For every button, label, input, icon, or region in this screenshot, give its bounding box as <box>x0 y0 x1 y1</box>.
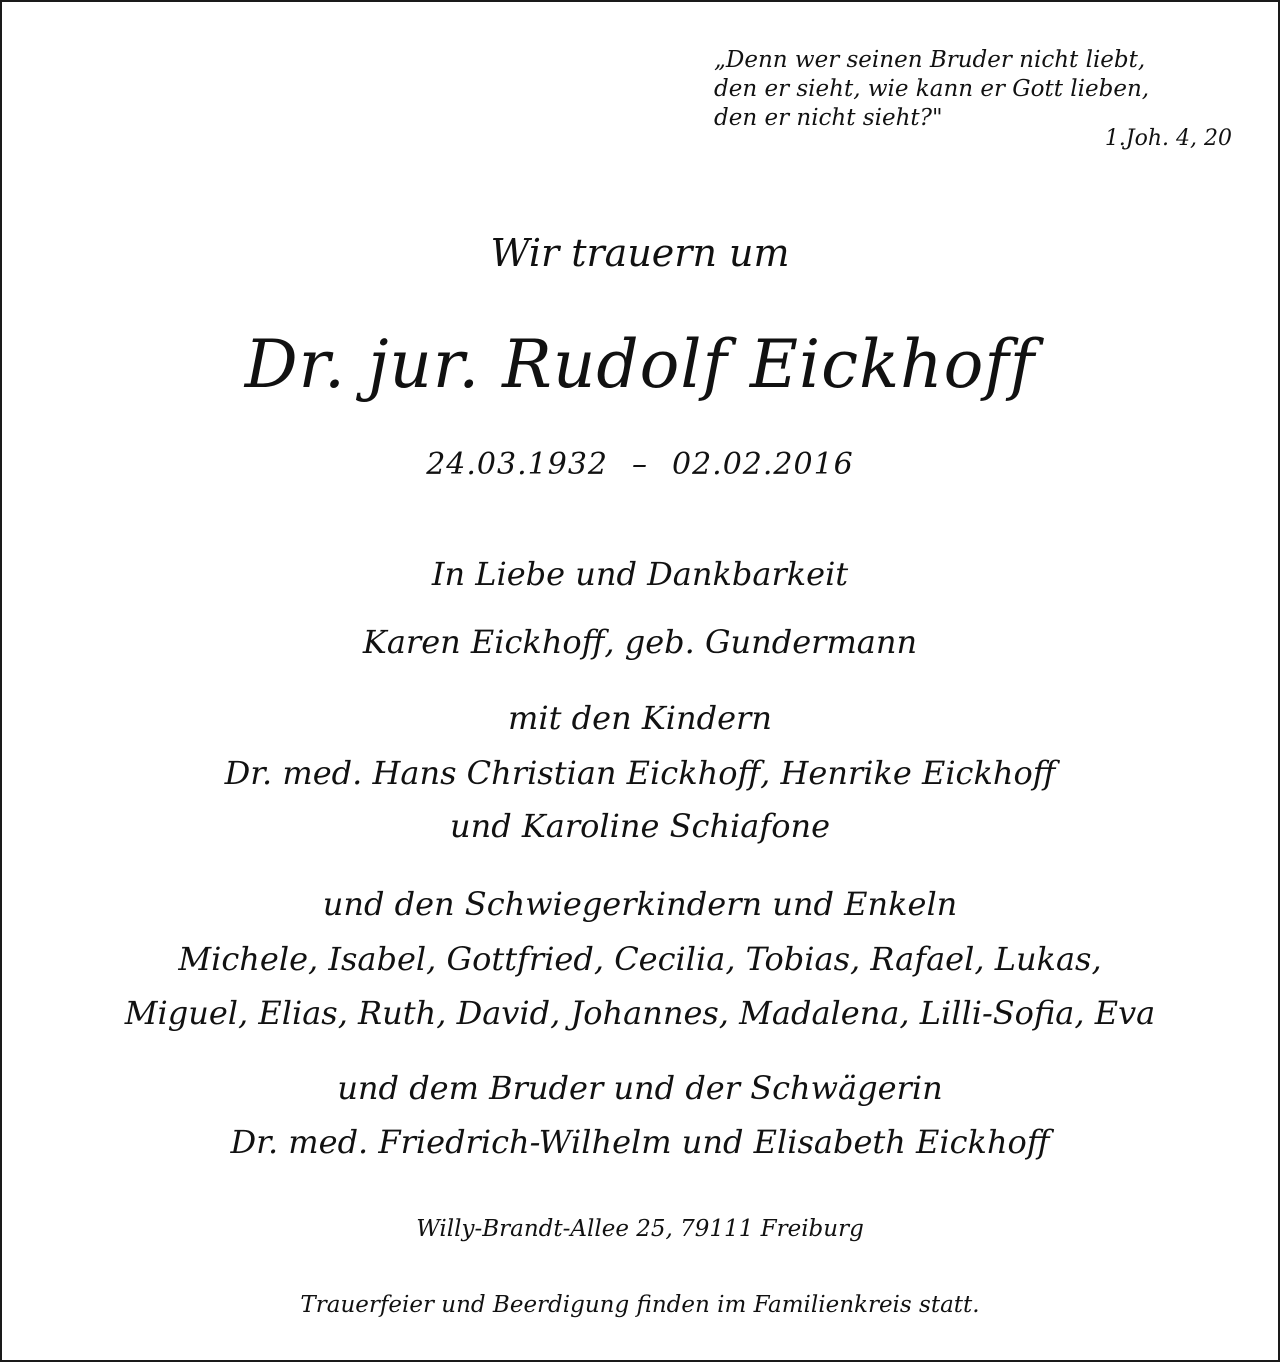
grandchildren-line: Miguel, Elias, Ruth, David, Johannes, Madalena, Lilli-Sofia, Eva <box>124 994 1156 1032</box>
quote-line: den er sieht, wie kann er Gott lieben, <box>714 76 1150 102</box>
sibling-heading: und dem Bruder und der Schwägerin <box>337 1069 943 1107</box>
quote-line: den er nicht sieht?" <box>714 105 943 131</box>
grandchildren-heading: und den Schwiegerkindern und Enkeln <box>322 885 958 923</box>
funeral-notice: Trauerfeier und Beerdigung finden im Familienkreis statt. <box>300 1292 980 1318</box>
intro-text: Wir trauern um <box>490 231 790 275</box>
bible-quote <box>714 46 1149 133</box>
deceased-name: Dr. jur. Rudolf Eickhoff <box>244 326 1036 403</box>
children-line: Dr. med. Hans Christian Eickhoff, Henrike Eickhoff <box>224 754 1056 792</box>
spouse-name: Karen Eickhoff, geb. Gundermann <box>362 623 918 661</box>
children-heading: mit den Kindern <box>508 699 772 737</box>
address-text: Willy-Brandt-Allee 25, 79111 Freiburg <box>416 1216 864 1242</box>
death-date: 02.02.2016 <box>672 447 854 482</box>
quote-line: „Denn wer seinen Bruder nicht liebt, <box>714 47 1146 73</box>
date-separator: – <box>632 447 648 482</box>
sibling-names: Dr. med. Friedrich-Wilhelm und Elisabeth Eickhoff <box>230 1123 1050 1161</box>
life-dates <box>2 447 1278 482</box>
birth-date: 24.03.1932 <box>426 447 608 482</box>
quote-reference: 1.Joh. 4, 20 <box>1104 126 1232 151</box>
children-line: und Karoline Schiafone <box>449 807 831 845</box>
grandchildren-line: Michele, Isabel, Gottfried, Cecilia, Tobias, Rafael, Lukas, <box>178 940 1102 978</box>
dedication-text: In Liebe und Dankbarkeit <box>431 555 849 593</box>
